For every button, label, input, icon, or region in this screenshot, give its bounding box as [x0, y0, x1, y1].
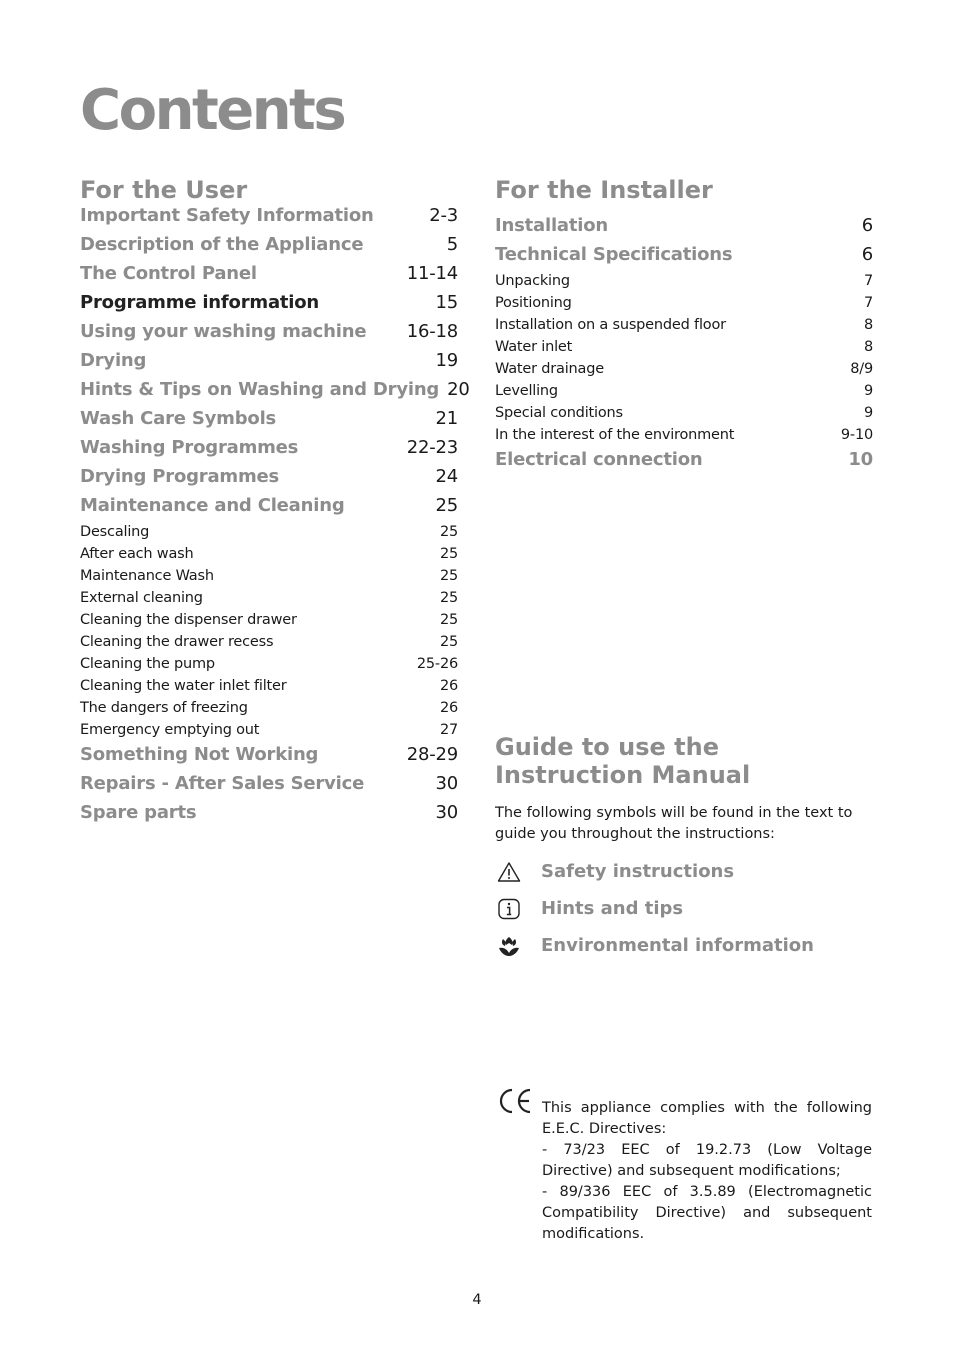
toc-entry-label: Levelling	[495, 383, 558, 399]
toc-entry-page: 24	[435, 466, 458, 487]
toc-entry-page: 9-10	[840, 427, 873, 443]
toc-entry-page: 6	[861, 244, 873, 265]
toc-entry-label: Electrical connection	[495, 449, 703, 470]
toc-entry	[80, 205, 458, 234]
toc-entry-label: The Control Panel	[80, 263, 257, 284]
toc-entry	[80, 321, 458, 350]
toc-entry	[495, 383, 873, 405]
compliance-line: - 73/23 EEC of 19.2.73 (Low Voltage Directive) and subsequent modifications;	[542, 1142, 872, 1179]
toc-entry-page: 25	[439, 568, 458, 584]
toc-entry	[495, 339, 873, 361]
installer-section-heading: For the Installer	[495, 176, 713, 204]
compliance-line: This appliance complies with the following E.E.C. Directives:	[542, 1100, 872, 1137]
toc-entry-label: Important Safety Information	[80, 205, 374, 226]
toc-entry-label: Special conditions	[495, 405, 623, 421]
symbol-row-hints	[495, 890, 875, 927]
toc-entry	[495, 405, 873, 427]
toc-entry-page: 25	[439, 634, 458, 650]
toc-entry	[495, 449, 873, 478]
toc-entry-label: Drying Programmes	[80, 466, 280, 487]
toc-entry-label: Emergency emptying out	[80, 722, 260, 738]
toc-entry-label: Water inlet	[495, 339, 573, 355]
toc-entry-page: 5	[446, 234, 458, 255]
toc-entry-label: Installation	[495, 215, 609, 236]
toc-entry-label: Technical Specifications	[495, 244, 733, 265]
toc-entry-page: 21	[435, 408, 458, 429]
toc-entry-page: 27	[439, 722, 458, 738]
toc-entry-page: 7	[863, 295, 873, 311]
symbol-label-safety: Safety instructions	[541, 861, 735, 882]
toc-entry-label: Cleaning the dispenser drawer	[80, 612, 297, 628]
toc-entry	[80, 263, 458, 292]
toc-entry-label: The dangers of freezing	[80, 700, 248, 716]
info-icon	[495, 896, 523, 922]
page-number: 4	[472, 1292, 482, 1308]
toc-entry	[80, 466, 458, 495]
toc-entry	[495, 317, 873, 339]
toc-entry-page: 7	[863, 273, 873, 289]
toc-entry	[80, 292, 458, 321]
toc-entry	[80, 379, 470, 408]
toc-entry-page: 19	[435, 350, 458, 371]
symbol-row-environment	[495, 927, 875, 964]
toc-entry-label: Cleaning the drawer recess	[80, 634, 274, 650]
toc-entry-label: Unpacking	[495, 273, 570, 289]
toc-entry	[80, 634, 458, 656]
user-toc-list	[80, 205, 470, 831]
user-section-heading: For the User	[80, 176, 248, 204]
toc-entry	[80, 656, 458, 678]
guide-intro: The following symbols will be found in the text to guide you throughout the instructions:	[495, 805, 853, 842]
toc-entry-label: Description of the Appliance	[80, 234, 364, 255]
toc-entry-page: 9	[863, 405, 873, 421]
toc-entry	[495, 215, 873, 244]
guide-heading: Guide to use the Instruction Manual	[495, 733, 751, 789]
symbol-list	[495, 853, 875, 964]
installer-section	[495, 175, 873, 478]
toc-entry-page: 25	[439, 590, 458, 606]
toc-entry	[80, 700, 458, 722]
toc-entry	[80, 437, 458, 466]
toc-entry-label: Water drainage	[495, 361, 604, 377]
installer-toc-list	[495, 215, 873, 478]
toc-entry-label: Positioning	[495, 295, 572, 311]
toc-entry-label: External cleaning	[80, 590, 203, 606]
ce-mark-icon	[497, 1086, 533, 1120]
toc-entry-page: 16-18	[406, 321, 458, 342]
toc-entry	[80, 678, 458, 700]
symbol-row-safety	[495, 853, 875, 890]
toc-entry-page: 8	[863, 317, 873, 333]
toc-entry-page: 8/9	[850, 361, 873, 377]
toc-entry-label: Maintenance and Cleaning	[80, 495, 345, 516]
toc-entry-page: 11-14	[406, 263, 458, 284]
toc-entry-label: Installation on a suspended floor	[495, 317, 726, 333]
toc-entry-page: 28-29	[406, 744, 458, 765]
toc-entry-page: 25	[439, 546, 458, 562]
toc-entry-page: 25	[435, 495, 458, 516]
toc-entry-page: 30	[435, 802, 458, 823]
compliance-text	[542, 1098, 872, 1245]
toc-entry	[495, 361, 873, 383]
toc-entry-page: 2-3	[429, 205, 458, 226]
toc-entry-label: Repairs - After Sales Service	[80, 773, 365, 794]
toc-entry-label: Programme information	[80, 292, 320, 313]
toc-entry	[80, 590, 458, 612]
toc-entry	[80, 802, 458, 831]
toc-entry-page: 15	[435, 292, 458, 313]
toc-entry	[80, 495, 458, 524]
toc-entry	[80, 524, 458, 546]
toc-entry	[80, 350, 458, 379]
toc-entry-label: After each wash	[80, 546, 194, 562]
environment-flower-icon	[495, 933, 523, 959]
toc-entry-page: 10	[848, 449, 873, 470]
toc-entry-page: 25	[439, 612, 458, 628]
toc-entry-page: 25	[439, 524, 458, 540]
toc-entry-label: Cleaning the water inlet filter	[80, 678, 287, 694]
toc-entry-page: 8	[863, 339, 873, 355]
toc-entry-page: 9	[863, 383, 873, 399]
toc-entry-label: Descaling	[80, 524, 150, 540]
toc-entry-label: Drying	[80, 350, 147, 371]
toc-entry-label: Hints & Tips on Washing and Drying	[80, 379, 440, 400]
user-section	[80, 175, 470, 831]
toc-entry-label: Washing Programmes	[80, 437, 299, 458]
toc-entry-page: 20	[447, 379, 470, 400]
guide-section	[495, 733, 875, 964]
symbol-label-environment: Environmental information	[541, 935, 814, 956]
toc-entry-page: 6	[861, 215, 873, 236]
toc-entry	[80, 234, 458, 263]
symbol-label-hints: Hints and tips	[541, 898, 684, 919]
toc-entry	[80, 408, 458, 437]
toc-entry	[495, 273, 873, 295]
toc-entry-label: Cleaning the pump	[80, 656, 215, 672]
toc-entry	[80, 612, 458, 634]
toc-entry	[80, 744, 458, 773]
toc-entry	[495, 244, 873, 273]
toc-entry-page: 26	[439, 678, 458, 694]
warning-triangle-icon	[495, 859, 523, 885]
toc-entry-label: Using your washing machine	[80, 321, 367, 342]
toc-entry-page: 22-23	[406, 437, 458, 458]
toc-entry	[80, 568, 458, 590]
toc-entry-page: 26	[439, 700, 458, 716]
toc-entry	[80, 546, 458, 568]
toc-entry-page: 30	[435, 773, 458, 794]
toc-entry-label: In the interest of the environment	[495, 427, 735, 443]
page-title: Contents	[80, 78, 345, 143]
toc-entry	[495, 427, 873, 449]
toc-entry-label: Maintenance Wash	[80, 568, 214, 584]
toc-entry-label: Something Not Working	[80, 744, 319, 765]
toc-entry	[80, 722, 458, 744]
toc-entry-label: Wash Care Symbols	[80, 408, 277, 429]
compliance-line: - 89/336 EEC of 3.5.89 (Electromagnetic Compatibility Directive) and subsequent modifications.	[542, 1184, 872, 1242]
toc-entry	[80, 773, 458, 802]
toc-entry	[495, 295, 873, 317]
toc-entry-label: Spare parts	[80, 802, 197, 823]
toc-entry-page: 25-26	[416, 656, 458, 672]
